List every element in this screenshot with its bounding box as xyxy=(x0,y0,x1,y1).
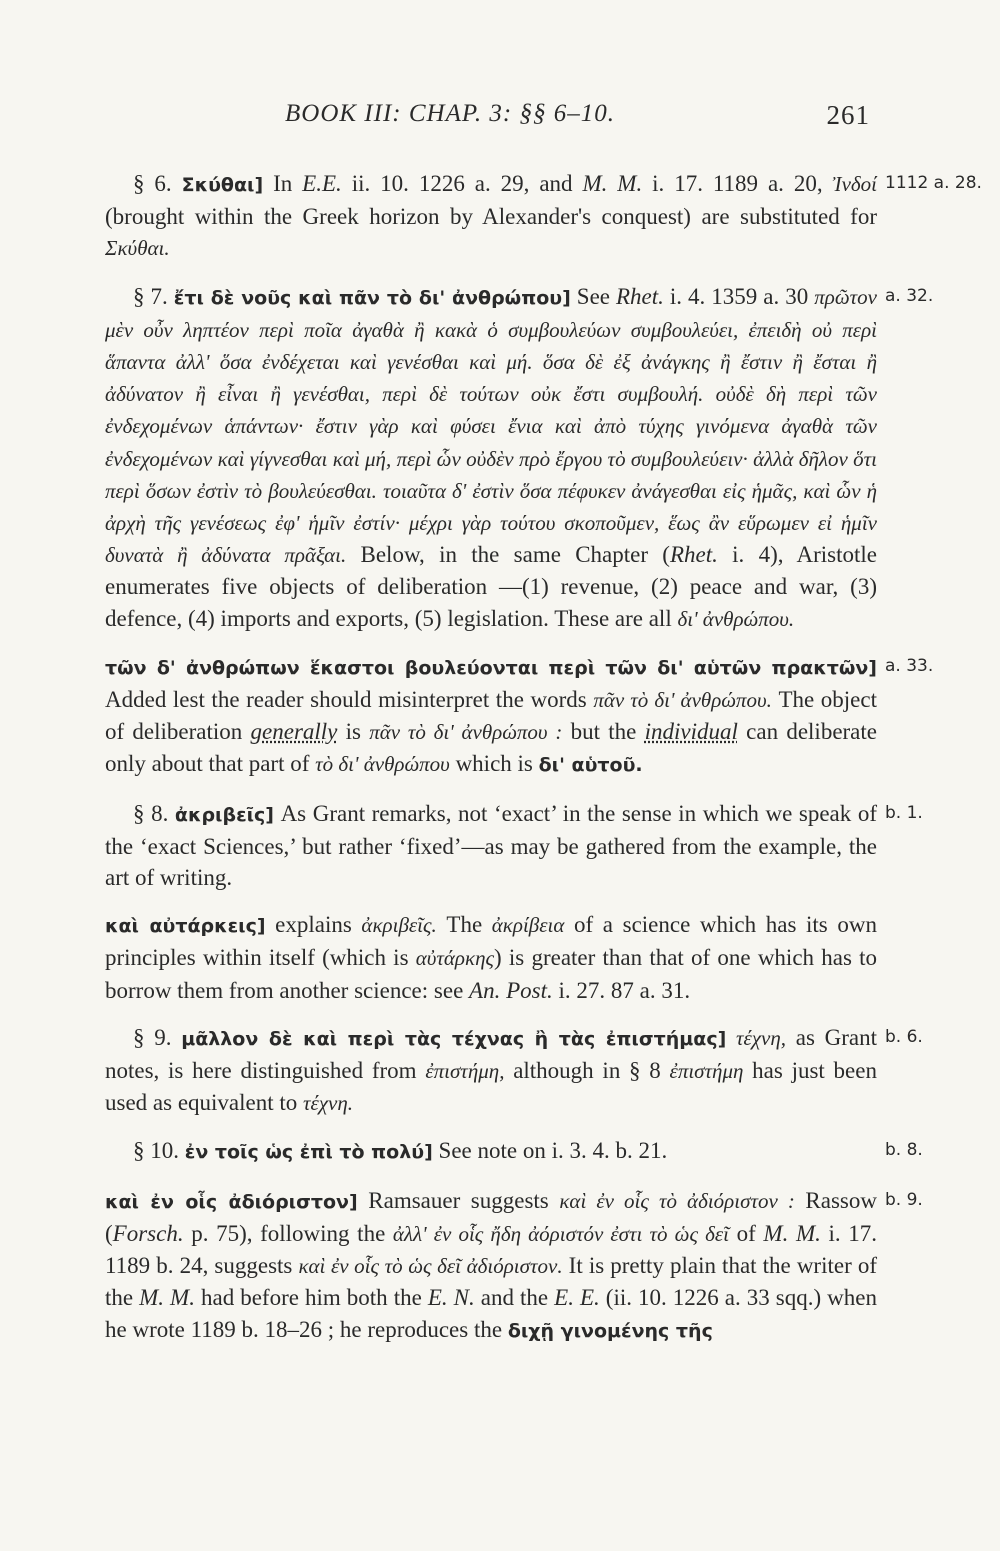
margin-reference: b. 8. xyxy=(885,1140,923,1161)
text-run: explains xyxy=(265,912,362,938)
margin-reference: a. 33. xyxy=(885,655,934,676)
paragraph-section-7 xyxy=(105,281,934,635)
lemma: μᾶλλον δὲ καὶ περὶ τὰς τέχνας ἢ τὰς ἐπιστήμας] xyxy=(181,1027,727,1050)
text-run: As Grant remarks, not ‘exact’ in the sense in which we speak of the ‘exact Sciences,’ but rather ‘fixed’—as may be gathered from the example, the art of writing. xyxy=(105,800,877,891)
greek-text: τέχνη, xyxy=(736,1025,787,1050)
italic-reference: E. N. xyxy=(427,1285,475,1311)
greek-text: αὐτάρκης xyxy=(415,946,495,971)
greek-text: πᾶν τὸ δι' ἀνθρώπου. xyxy=(593,688,772,713)
greek-bold-text: διχῇ γινομένης τῆς xyxy=(507,1319,713,1342)
greek-text: ἐπιστήμη, xyxy=(425,1059,505,1084)
section-number: § 6. xyxy=(133,171,172,196)
text-run: had before him both the xyxy=(194,1285,428,1311)
italic-reference: M. M. xyxy=(763,1220,821,1246)
text-run: See note on i. 3. 4. b. 21. xyxy=(432,1138,668,1164)
text-run: can deliberate only about that part of xyxy=(105,719,877,777)
text-run: The object of deliberation xyxy=(105,687,877,745)
margin-reference: b. 6. xyxy=(885,1026,923,1047)
text-run: The xyxy=(436,912,492,938)
running-title: BOOK III: CHAP. 3: §§ 6–10. xyxy=(285,100,615,127)
text-run: of a science which has its own principles within itself (which is xyxy=(105,912,877,971)
section-number: § 9. xyxy=(133,1024,172,1050)
italic-reference: Rhet. xyxy=(616,283,664,309)
underlined-emphasis: generally xyxy=(250,719,338,745)
text-run: ii. 10. 1226 a. 29, and xyxy=(341,171,583,196)
italic-reference: M. M. xyxy=(139,1285,195,1311)
text-run: i. 4. 1359 a. 30 xyxy=(663,283,815,309)
text-run: which is xyxy=(449,751,539,777)
italic-reference: Forsch. xyxy=(112,1220,184,1246)
text-run: i. 27. 87 a. 31. xyxy=(552,977,691,1003)
text-run: (ii. 10. 1226 a. 33 sqq.) when he wrote 1189 b. 18–26 ; he reproduces the xyxy=(105,1285,878,1342)
text-run: has just been used as equivalent to xyxy=(105,1058,877,1116)
text-run: although in § 8 xyxy=(504,1058,670,1084)
text-run xyxy=(726,1025,736,1050)
text-run: and the xyxy=(474,1285,555,1311)
page-number: 261 xyxy=(826,100,870,130)
text-run: p. 75), following the xyxy=(183,1220,393,1246)
section-number: § 10. xyxy=(133,1138,179,1164)
text-run: Below, in the same Chapter ( xyxy=(346,542,670,568)
text-run: It is pretty plain that the writer of the xyxy=(105,1253,877,1311)
text-run: Added lest the reader should misinterpret the words xyxy=(105,687,594,713)
paragraph-lemma-adioriston xyxy=(105,1185,923,1347)
greek-text: ἀλλ' ἐν οἷς ἤδη ἀόριστόν ἐστι τὸ ὡς δεῖ xyxy=(392,1221,729,1246)
text-run: See xyxy=(570,283,616,309)
italic-reference: An. Post. xyxy=(469,977,553,1003)
text-run: i. 17. 1189 a. 20, xyxy=(642,171,833,196)
section-number: § 7. xyxy=(133,283,168,309)
italic-reference: Rhet. xyxy=(669,542,718,568)
italic-reference: E.E. xyxy=(302,171,342,196)
lemma: ἐν τοῖς ὡς ἐπὶ τὸ πολύ] xyxy=(184,1141,433,1164)
greek-text: καὶ ἐν οἷς τὸ ὡς δεῖ ἀδιόριστον. xyxy=(298,1254,563,1279)
paragraph-section-8 xyxy=(105,798,923,894)
text-run: is xyxy=(337,719,370,745)
greek-text: ἀκριβεῖς. xyxy=(361,913,437,938)
commentary-text xyxy=(105,168,982,1363)
greek-text: ἀκρίβεια xyxy=(491,913,565,938)
text-run: Ramsauer suggests xyxy=(357,1187,560,1213)
paragraph-section-10 xyxy=(105,1135,923,1168)
greek-text: πᾶν τὸ δι' ἀνθρώπου : xyxy=(369,720,563,745)
paragraph-lemma-autarkeis xyxy=(105,909,877,1006)
lemma: τῶν δ' ἀνθρώπων ἕκαστοι βουλεύονται περὶ τῶν δι' αὑτῶν πρακτῶν] xyxy=(105,656,877,679)
greek-text: καὶ ἐν οἷς τὸ ἀδιόριστον : xyxy=(559,1188,795,1213)
paragraph-lemma-anthropon xyxy=(105,651,934,782)
paragraph-section-6 xyxy=(105,168,982,265)
text-run: ) is greater than that of one which has to borrow them from another science: see xyxy=(105,945,877,1003)
margin-reference: a. 32. xyxy=(885,285,934,306)
margin-reference: 1112 a. 28. xyxy=(885,173,982,193)
italic-reference: E. E. xyxy=(554,1285,600,1311)
text-run: i. 4), Aristotle enumerates five objects of deliberation —(1) revenue, (2) peace and war, (3) defence, (4) imports and exports, (5) legislation. These are all xyxy=(105,542,877,631)
text-run: (brought within the Greek horizon by Alexander's conquest) are substituted for xyxy=(105,204,877,230)
greek-bold-text: δι' αὑτοῦ. xyxy=(538,754,643,777)
lemma: καὶ ἐν οἷς ἀδιόριστον] xyxy=(105,1190,358,1213)
lemma: ἔτι δὲ νοῦς καὶ πᾶν τὸ δι' ἀνθρώπου] xyxy=(173,286,571,309)
greek-text: Σκύθαι. xyxy=(105,236,170,261)
margin-reference: b. 9. xyxy=(885,1189,923,1210)
greek-text: δι' ἀνθρώπου. xyxy=(677,606,795,631)
greek-text: ἐπιστήμη xyxy=(669,1059,744,1084)
text-run: i. 17. 1189 b. 24, suggests xyxy=(105,1220,877,1279)
greek-text: τὸ δι' ἀνθρώπου xyxy=(315,752,450,777)
margin-reference: b. 1. xyxy=(885,802,923,823)
greek-text: τέχνη. xyxy=(303,1091,354,1116)
greek-text: Ἰνδοί xyxy=(832,172,878,196)
text-run: In xyxy=(263,171,303,196)
paragraph-section-9 xyxy=(105,1022,923,1120)
text-run: of xyxy=(729,1220,764,1246)
greek-quotation: πρῶτον μὲν οὖν ληπτέον περὶ ποῖα ἀγαθὰ ἢ κακὰ ὁ συμβουλεύων συμβουλεύει, ἐπειδὴ οὐ περὶ ἅπαντα ἀλλ' ὅσα ἐνδέχεται καὶ γενέσθαι καὶ μή. ὅσα δὲ ἐξ ἀνάγκης ἢ ἔστιν ἢ ἔσται ἢ ἀδύνατον ἢ εἶναι ἢ γενέσθαι, περὶ δὲ τούτων οὐκ ἔστι συμβουλή. οὐδὲ δὴ περὶ τῶν ἐνδεχομένων ἁπάντων· ἔστιν γὰρ καὶ φύσει ἔνια καὶ ἀπὸ τύχης γινόμενα ἀγαθὰ τῶν ἐνδεχομένων καὶ γίγνεσθαι καὶ μή, περὶ ὧν οὐδὲν πρὸ ἔργου τὸ συμβουλεύειν· ἀλλὰ δῆλον ὅτι περὶ ὅσων ἐστὶν τὸ βουλεύεσθαι. τοιαῦτα δ' ἐστὶν ὅσα πέφυκεν ἀνάγεσθαι εἰς ἡμᾶς, καὶ ὧν ἡ ἀρχὴ τῆς γενέσεως ἐφ' ἡμῖν ἐστίν· μέχρι γὰρ τούτου σκοποῦμεν, ἕως ἂν εὕρωμεν εἰ ἡμῖν δυνατὰ ἢ ἀδύνατα πρᾶξαι. xyxy=(105,284,877,568)
lemma: καὶ αὐτάρκεις] xyxy=(105,915,266,938)
text-run: but the xyxy=(562,719,645,745)
section-number: § 8. xyxy=(133,800,169,826)
text-run: as Grant notes, is here distinguished from xyxy=(105,1024,878,1084)
text-run: Rassow ( xyxy=(105,1187,877,1246)
lemma: ἀκριβεῖς] xyxy=(174,803,274,826)
underlined-emphasis: individual xyxy=(644,719,738,745)
lemma: Σκύθαι] xyxy=(181,174,264,196)
page-header xyxy=(285,100,870,128)
italic-reference: M. M. xyxy=(582,171,643,196)
